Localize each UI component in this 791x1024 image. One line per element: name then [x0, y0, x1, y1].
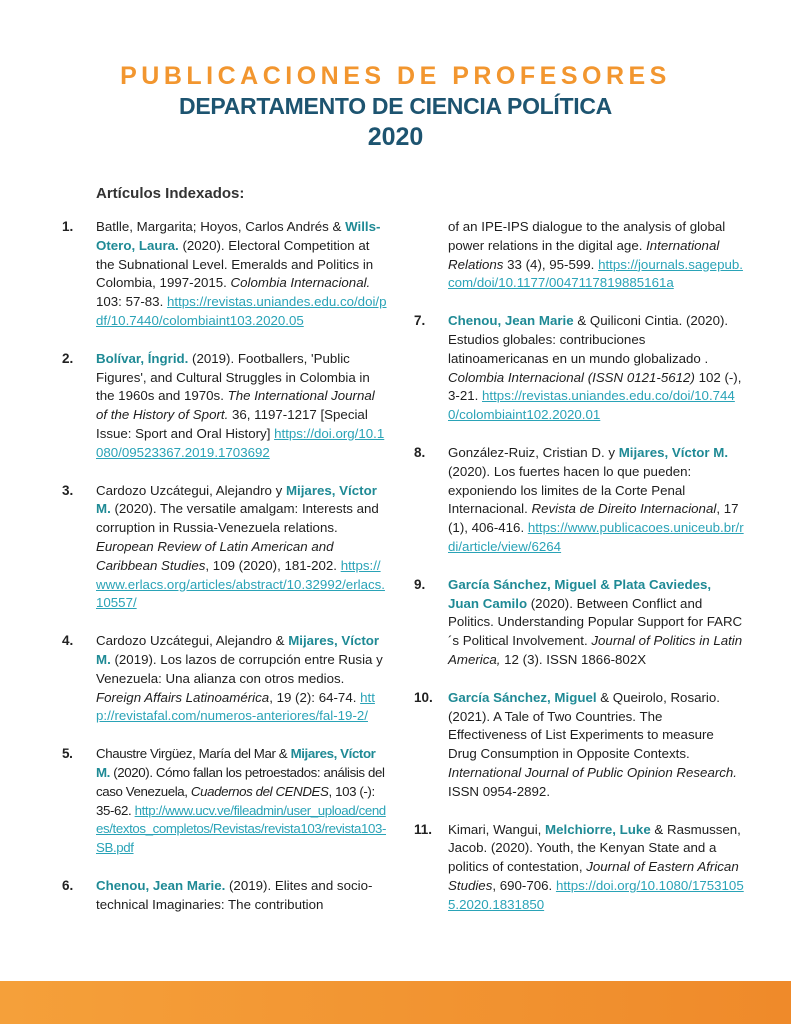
article-pages: 12 (3). ISSN 1866-802X — [500, 651, 647, 667]
article-authors: Chaustre Virgüez, María del Mar & — [96, 746, 291, 762]
left-column — [62, 218, 387, 934]
article-number: 6. — [62, 877, 74, 893]
section-heading: Artículos Indexados: — [96, 185, 245, 202]
article-item-continued — [414, 218, 744, 293]
journal-name: The International Journal of the History of Sport. — [96, 388, 375, 423]
year-label: 2020 — [367, 123, 424, 151]
article-pages: , 109 (2020), 181-202. — [205, 557, 341, 573]
article-item — [62, 482, 387, 614]
professor-name: Chenou, Jean Marie. — [96, 877, 226, 893]
article-authors: Cardozo Uzcátegui, Alejandro & — [96, 633, 289, 649]
professor-name: Mijares, Víctor M. — [618, 444, 729, 460]
article-link[interactable]: http://revistafal.com/numeros-anteriores/fal-19-2/ — [96, 689, 375, 724]
professor-name: Bolívar, Íngrid. — [96, 350, 189, 366]
article-pages: 103: 57-83. — [96, 294, 167, 310]
article-link[interactable]: https://doi.org/10.1080/17531055.2020.1831850 — [448, 877, 744, 912]
journal-name: Foreign Affairs Latinoamérica — [96, 689, 270, 705]
article-authors: González-Ruiz, Cristian D. y — [448, 444, 619, 460]
professor-name: Mijares, Víctor M. — [96, 746, 376, 780]
article-number: 8. — [414, 444, 426, 460]
article-number: 10. — [414, 689, 433, 705]
article-item — [62, 877, 387, 915]
professor-name: Mijares, Víctor M. — [96, 633, 380, 667]
article-authors: Kimari, Wangui, — [448, 821, 546, 837]
page-header — [0, 62, 791, 152]
journal-name: International Journal of Public Opinion Research. — [448, 764, 738, 780]
article-text: of an IPE-IPS dialogue to the analysis of global power relations in the digital age. — [448, 219, 726, 253]
article-text: (2020). Cómo fallan los petroestados: análisis del caso Venezuela, — [96, 764, 385, 799]
journal-name: Colombia Internacional (ISSN 0121-5612) — [448, 369, 695, 385]
department-name: DEPARTAMENTO DE CIENCIA POLÍTICA — [179, 93, 612, 119]
article-number: 9. — [414, 576, 426, 592]
article-link[interactable]: https://www.publicacoes.uniceub.br/rdi/article/view/6264 — [448, 520, 744, 554]
article-link[interactable]: https://revistas.uniandes.edu.co/doi/pdf/10.7440/colombiaint103.2020.05 — [96, 294, 387, 328]
article-number: 5. — [62, 746, 73, 762]
article-text: (2020). Electoral Competition at the Subnational Level. Emeralds and Politics in Colombia, 1997-2015. — [96, 237, 374, 291]
article-item — [62, 745, 387, 858]
article-item — [62, 632, 387, 726]
journal-name: International Relations — [448, 237, 720, 272]
article-number: 11. — [414, 821, 433, 837]
right-column — [414, 218, 744, 934]
article-number: 1. — [62, 219, 74, 234]
article-item — [414, 689, 744, 802]
professor-name: Melchiorre, Luke — [545, 821, 651, 837]
article-text: (2019). Footballers, 'Public Figures', and Cultural Struggles in Colombia in the 1960s and 1970s. — [96, 350, 370, 404]
article-item — [414, 821, 744, 915]
article-link[interactable]: https://doi.org/10.1080/09523367.2019.1703692 — [96, 425, 385, 460]
article-pages: 36, 1197-1217 [Special Issue: Sport and Oral History] — [96, 407, 368, 441]
article-text: & Queirolo, Rosario. (2021). A Tale of Two Countries. The Effectiveness of List Experiments to measure Drug Consumption in Opposite Contexts. — [448, 689, 720, 762]
article-number: 3. — [62, 482, 74, 498]
journal-name: Journal of Eastern African Studies — [448, 859, 739, 893]
article-authors: Cardozo Uzcátegui, Alejandro y — [96, 482, 286, 498]
article-pages: , 103 (-): 35-62. — [96, 783, 375, 818]
article-link[interactable]: https://journals.sagepub.com/doi/10.1177/0047117819885161a — [448, 256, 743, 291]
journal-name: European Review of Latin American and Caribbean Studies — [96, 538, 334, 573]
article-pages: , 17 (1), 406-416. — [448, 501, 739, 536]
article-pages: , 690-706. — [492, 877, 556, 893]
article-pages: 102 (-), 3-21. — [448, 369, 742, 404]
article-link[interactable]: https://revistas.uniandes.edu.co/doi/10.7440/colombiaint102.2020.01 — [448, 388, 735, 423]
professor-name: García Sánchez, Miguel — [448, 689, 597, 705]
article-text: & Rasmussen, Jacob. (2020). Youth, the Kenyan State and a politics of contestation, — [448, 821, 741, 875]
article-item — [62, 350, 387, 463]
journal-name: Revista de Direito Internacional — [531, 501, 717, 517]
page-title: PUBLICACIONES DE PROFESORES — [120, 62, 671, 90]
article-item — [414, 576, 744, 670]
footer-bar — [0, 981, 791, 1024]
article-text: (2020). Los fuertes hacen lo que pueden: exponiendo los limites de la Corte Penal Internacional. — [448, 463, 692, 517]
article-text: & Quiliconi Cintia. (2020). Estudios globales: contribuciones latinoamericanas en un mundo globalizado . — [448, 313, 729, 366]
article-item — [414, 312, 744, 425]
article-link[interactable]: http://www.ucv.ve/fileadmin/user_upload/cendes/textos_completos/Revistas/revista103/revista103-SB.pdf — [96, 802, 387, 856]
article-text: (2020). The versatile amalgam: Interests and corruption in Russia-Venezuela relations. — [96, 501, 379, 536]
article-pages: , 19 (2): 64-74. — [269, 689, 361, 705]
article-number: 7. — [414, 313, 426, 329]
article-pages: ISSN 0954-2892. — [448, 783, 551, 799]
article-text: (2019). Los lazos de corrupción entre Rusia y Venezuela: Una alianza con otros medios. — [96, 651, 383, 686]
article-authors: Batlle, Margarita; Hoyos, Carlos Andrés & — [96, 219, 346, 234]
article-item — [62, 218, 387, 331]
professor-name: Mijares, Víctor M. — [96, 482, 377, 517]
article-pages: 33 (4), 95-599. — [503, 256, 599, 272]
journal-name: Colombia Internacional. — [230, 275, 371, 291]
article-item — [414, 444, 744, 557]
article-number: 4. — [62, 633, 74, 649]
article-link[interactable]: https://www.erlacs.org/articles/abstract/10.32992/erlacs.10557/ — [96, 557, 385, 611]
article-text: (2019). Elites and socio-technical Imaginaries: The contribution — [96, 877, 373, 912]
journal-name: Journal of Politics in Latin America, — [448, 633, 743, 667]
professor-name: Wills-Otero, Laura. — [96, 219, 381, 253]
article-number: 2. — [62, 350, 74, 366]
article-text: (2020). Between Conflict and Politics. Understanding Popular Support for FARC´s Political Involvement. — [448, 595, 743, 649]
journal-name: Cuadernos del CENDES — [190, 783, 329, 799]
professor-name: García Sánchez, Miguel & Plata Caviedes, Juan Camilo — [448, 576, 712, 611]
professor-name: Chenou, Jean Marie — [448, 313, 574, 329]
